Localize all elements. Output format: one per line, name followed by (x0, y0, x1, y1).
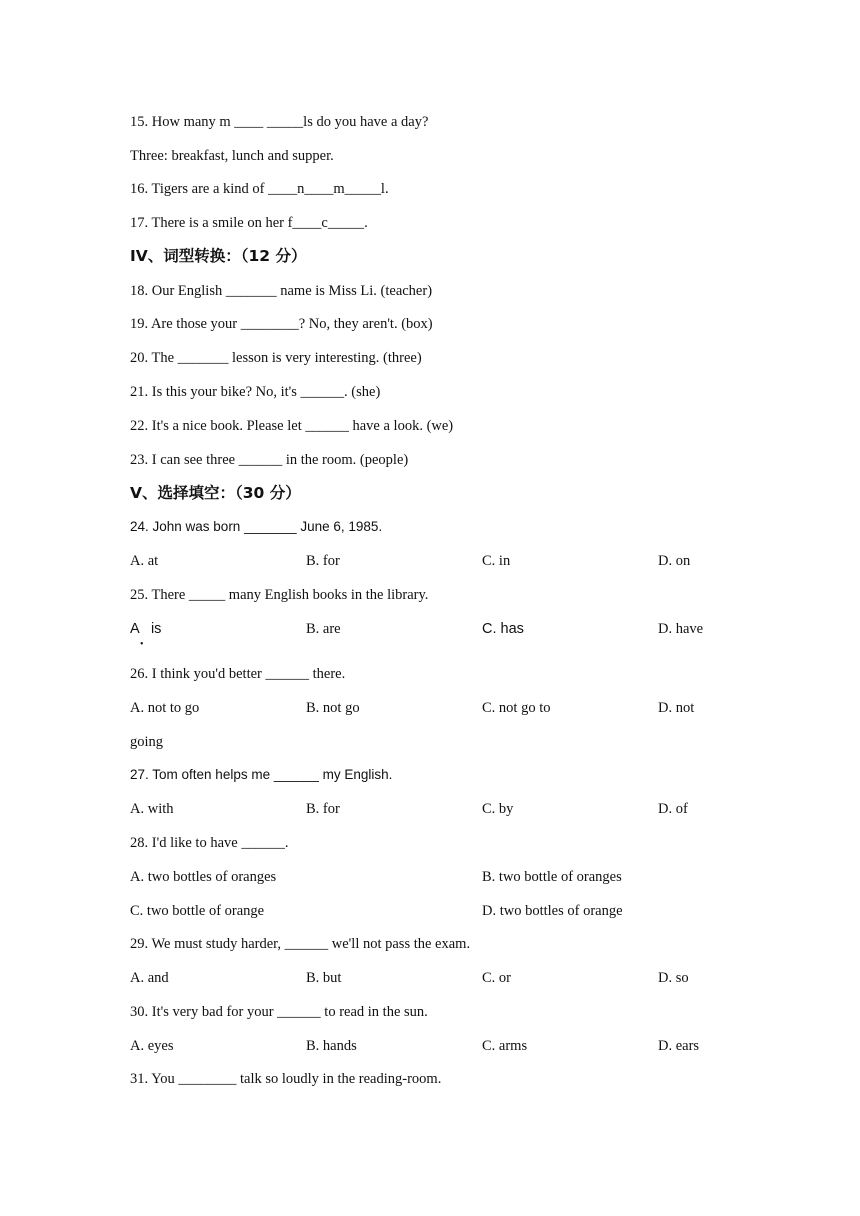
q29-option-d: D. so (658, 970, 689, 986)
q30-option-a: A. eyes (130, 1038, 174, 1054)
question-29: 29. We must study harder, ______ we'll not pass the exam. (130, 936, 471, 952)
question-24: 24. John was born _______ June 6, 1985. (130, 519, 383, 534)
q28-option-c: C. two bottle of orange (130, 903, 265, 919)
question-26: 26. I think you'd better ______ there. (130, 666, 346, 682)
q30-option-b: B. hands (306, 1038, 357, 1054)
q25-option-d: D. have (658, 621, 704, 637)
q25-option-c: C. has (482, 621, 524, 637)
question-27: 27. Tom often helps me ______ my English. (130, 767, 393, 782)
q24-option-c: C. in (482, 553, 511, 569)
q27-option-c: C. by (482, 801, 514, 817)
q28-option-d: D. two bottles of orange (482, 903, 623, 919)
section-heading-v: V、选择填空：（30 分） (130, 484, 301, 502)
question-30: 30. It's very bad for your ______ to read in the sun. (130, 1004, 428, 1020)
question-17: 17. There is a smile on her f____c_____. (130, 215, 368, 231)
q27-option-b: B. for (306, 801, 340, 817)
q29-option-c: C. or (482, 970, 511, 986)
question-19: 19. Are those your ________? No, they aren't. (box) (130, 316, 433, 332)
q27-option-a: A. with (130, 801, 174, 817)
q26-option-a: A. not to go (130, 700, 200, 716)
q28-option-a: A. two bottles of oranges (130, 869, 277, 885)
question-20: 20. The _______ lesson is very interesting. (three) (130, 350, 422, 366)
q24-option-a: A. at (130, 553, 159, 569)
question-28: 28. I'd like to have ______. (130, 835, 289, 851)
q29-option-b: B. but (306, 970, 342, 986)
q26-option-d: D. not (658, 700, 695, 716)
section-heading-iv: IV、词型转换：（12 分） (130, 247, 307, 265)
q26-option-d-wrap: going (130, 734, 164, 750)
q26-option-c: C. not go to (482, 700, 551, 716)
question-15-answer: Three: breakfast, lunch and supper. (130, 148, 334, 164)
q24-option-d: D. on (658, 553, 691, 569)
q27-option-d: D. of (658, 801, 688, 817)
q25-option-a: A is (130, 621, 162, 637)
q28-option-b: B. two bottle of oranges (482, 869, 622, 885)
question-16: 16. Tigers are a kind of ____n____m_____l. (130, 181, 389, 197)
stray-dot-mark: • (140, 639, 144, 650)
question-23: 23. I can see three ______ in the room. (people) (130, 452, 409, 468)
question-25: 25. There _____ many English books in the library. (130, 587, 429, 603)
question-15: 15. How many m ____ _____ls do you have a day? (130, 114, 429, 130)
q30-option-d: D. ears (658, 1038, 700, 1054)
question-31: 31. You ________ talk so loudly in the reading-room. (130, 1071, 442, 1087)
question-22: 22. It's a nice book. Please let ______ have a look. (we) (130, 418, 454, 434)
q30-option-c: C. arms (482, 1038, 528, 1054)
q26-option-b: B. not go (306, 700, 360, 716)
q25-option-b: B. are (306, 621, 341, 637)
question-21: 21. Is this your bike? No, it's ______. (she) (130, 384, 381, 400)
question-18: 18. Our English _______ name is Miss Li. (teacher) (130, 283, 433, 299)
q24-option-b: B. for (306, 553, 340, 569)
q29-option-a: A. and (130, 970, 169, 986)
